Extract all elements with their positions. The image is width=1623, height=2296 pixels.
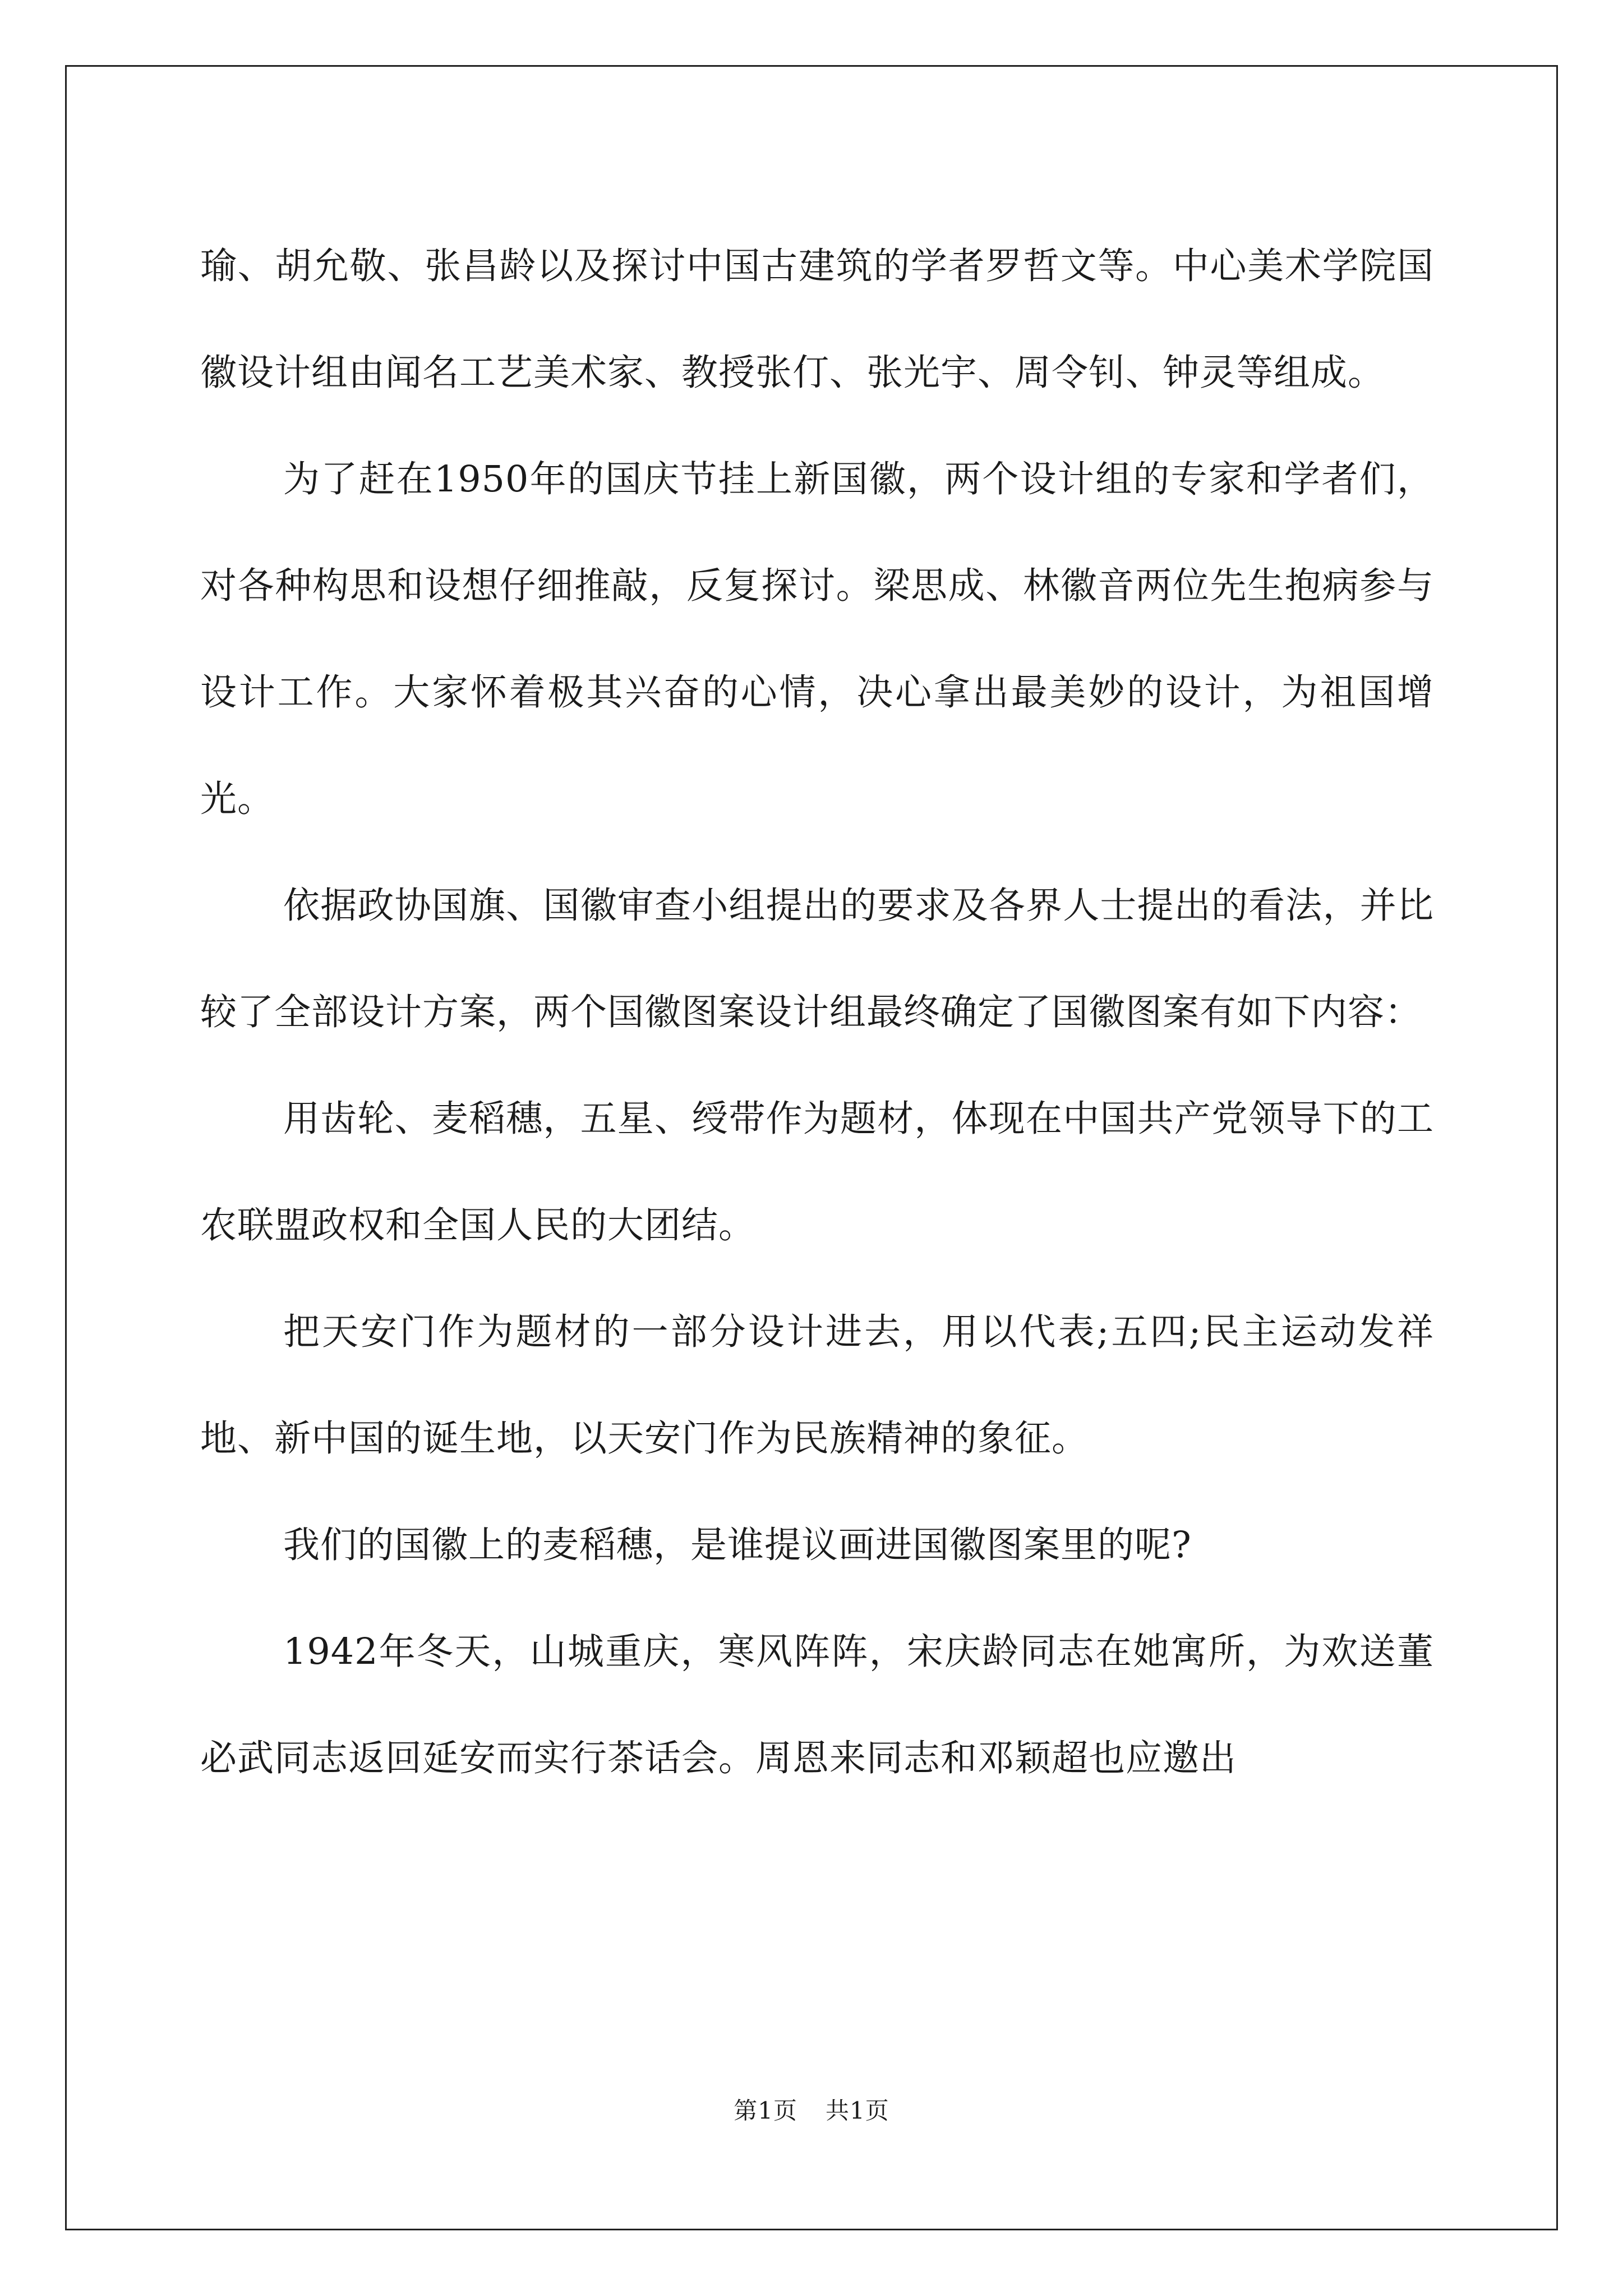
paragraph-6: 我们的国徽上的麦稻穗，是谁提议画进国徽图案里的呢? (283, 1524, 1192, 1566)
paragraph-4: 用齿轮、麦稻穗，五星、绶带作为题材，体现在中国共产党领导下的工农联盟政权和全国人民的大团结。 (200, 1098, 1434, 1246)
document-body (200, 213, 1434, 1812)
total-pages: 共1页 (826, 2097, 889, 2124)
paragraph-2: 为了赶在1950年的国庆节挂上新国徽，两个设计组的专家和学者们，对各种构思和设想仔细推敲，反复探讨。梁思成、林徽音两位先生抱病参与设计工作。大家怀着极其兴奋的心情，决心拿出最美妙的设计，为祖国增光。 (200, 458, 1434, 820)
page-number: 第1页 (734, 2097, 797, 2124)
page-footer (0, 2092, 1623, 2126)
paragraph-5: 把天安门作为题材的一部分设计进去，用以代表;五四;民主运动发祥地、新中国的诞生地，以天安门作为民族精神的象征。 (200, 1311, 1434, 1460)
paragraph-1: 瑜、胡允敬、张昌龄以及探讨中国古建筑的学者罗哲文等。中心美术学院国徽设计组由闻名工艺美术家、教授张仃、张光宇、周令钊、钟灵等组成。 (200, 245, 1434, 394)
paragraph-3: 依据政协国旗、国徽审查小组提出的要求及各界人士提出的看法，并比较了全部设计方案，两个国徽图案设计组最终确定了国徽图案有如下内容： (200, 885, 1434, 1033)
paragraph-7: 1942年冬天，山城重庆，寒风阵阵，宋庆龄同志在她寓所，为欢送董必武同志返回延安而实行茶话会。周恩来同志和邓颖超也应邀出 (200, 1631, 1434, 1779)
